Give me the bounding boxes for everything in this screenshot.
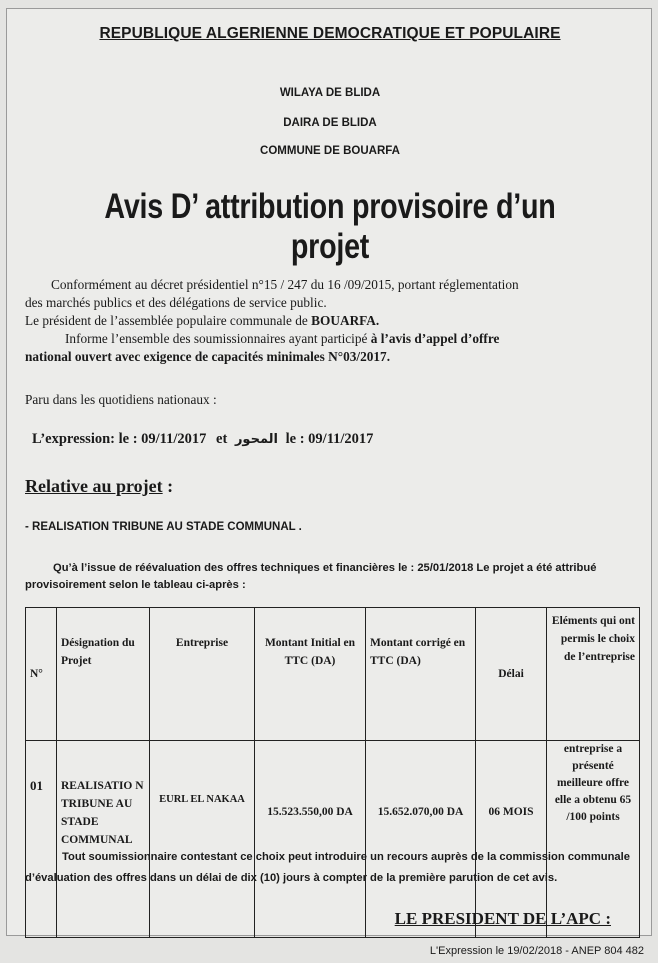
decree-line-1: Conformément au décret présidentiel n°15 / 247 du 16 /09/2015, portant réglementation <box>51 277 519 292</box>
relative-label <box>25 476 173 497</box>
commune-line: COMMUNE DE BOUARFA <box>260 145 400 157</box>
inform-bold: à l’avis d’appel d’offre <box>370 331 500 346</box>
publication-reference: L'Expression le 19/02/2018 - ANEP 804 482 <box>429 945 644 957</box>
notice-title: Avis D’ attribution provisoire d’un projet <box>104 187 556 266</box>
cell-delai: 06 MOIS <box>476 741 547 938</box>
newspapers-line <box>32 431 373 448</box>
cell-entreprise: EURL EL NAKAA <box>150 741 255 938</box>
daira-line: DAIRA DE BLIDA <box>283 117 377 129</box>
inform-line-2: national ouvert avec exigence de capacités minimales N°03/2017. <box>25 349 391 364</box>
relative-text: Relative au projet <box>25 476 163 496</box>
header-montant-corrige: Montant corrigé en TTC (DA) <box>366 608 476 741</box>
cell-designation: REALISATIO N TRIBUNE AU STADE COMMUNAL <box>57 741 150 938</box>
relative-colon: : <box>167 476 174 496</box>
president-line <box>25 312 635 329</box>
newspaper-1: L’expression: le : 09/11/2017 <box>32 431 207 447</box>
inform-line-1 <box>65 330 645 347</box>
header-entreprise: Entreprise <box>150 608 255 741</box>
inform-text: Informe l’ensemble des soumissionnaires ayant participé <box>65 331 371 346</box>
wilaya-line: WILAYA DE BLIDA <box>279 87 381 99</box>
cell-num: 01 <box>26 741 57 938</box>
cell-montant-corrige: 15.652.070,00 DA <box>366 741 476 938</box>
evaluation-line-1: Qu’à l’issue de réévaluation des offres techniques et financières le : 25/01/2018 Le projet a été attribué <box>53 562 597 574</box>
newspaper-2-date: le : 09/11/2017 <box>285 431 374 447</box>
country-heading: REPUBLIQUE ALGERIENNE DEMOCRATIQUE ET POPULAIRE <box>99 25 561 42</box>
attribution-table <box>25 607 640 938</box>
recours-line-2: d’évaluation des offres dans un délai de dix (10) jours à compter de la première parution de cet avis. <box>25 872 558 884</box>
newspaper-and: et <box>216 431 228 447</box>
header-num: N° <box>26 608 57 741</box>
decree-line-2: des marchés publics et des délégations de service public. <box>25 295 327 310</box>
signature: LE PRESIDENT DE L’APC : <box>394 909 611 928</box>
header-montant-initial: Montant Initial en TTC (DA) <box>255 608 366 741</box>
header-elements: Eléments qui ont permis le choix de l’entreprise <box>547 608 640 741</box>
paru-label: Paru dans les quotidiens nationaux : <box>25 392 217 407</box>
cell-montant-initial: 15.523.550,00 DA <box>255 741 366 938</box>
notice-page <box>6 8 652 936</box>
president-text: Le président de l’assemblée populaire communale de <box>25 313 312 328</box>
header-designation: Désignation du Projet <box>57 608 150 741</box>
recours-line-1: Tout soumissionnaire contestant ce choix peut introduire un recours auprès de la commission communale <box>62 851 630 863</box>
commune-name: BOUARFA. <box>311 313 380 328</box>
evaluation-line-2: provisoirement selon le tableau ci-après : <box>25 579 246 591</box>
table-row <box>26 741 640 938</box>
table-header-row <box>26 608 640 741</box>
newspaper-2-name: المحور <box>234 432 278 447</box>
cell-elements: entreprise a présenté meilleure offre elle a obtenu 65 /100 points <box>547 741 640 938</box>
header-delai: Délai <box>476 608 547 741</box>
project-name: - REALISATION TRIBUNE AU STADE COMMUNAL . <box>25 521 302 533</box>
